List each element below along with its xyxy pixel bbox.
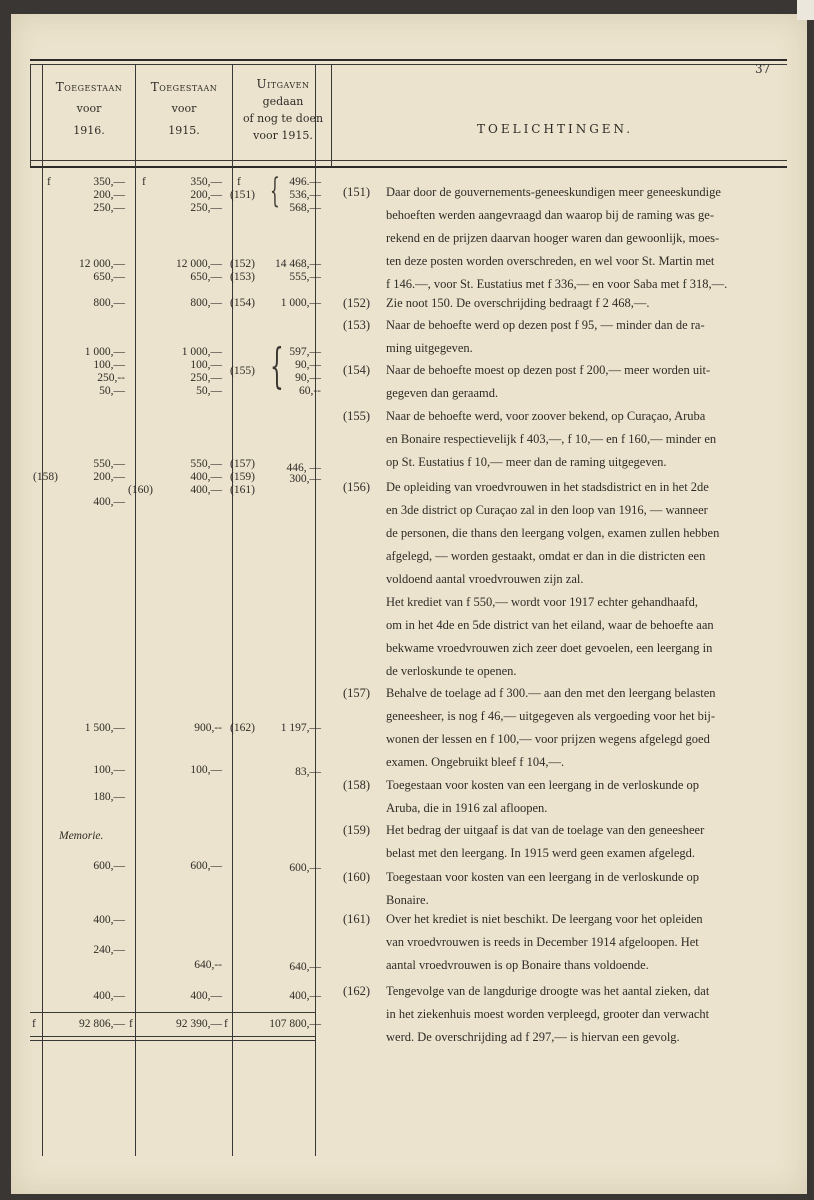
col1-value: 400,— xyxy=(93,914,125,926)
header-col3-line1: Uitgaven xyxy=(256,77,310,91)
header-col3-line4: voor 1915. xyxy=(253,129,313,142)
col1-value: 550,— xyxy=(93,458,125,470)
note-line: van vroedvrouwen is reeds in December 1914 afgeloopen. Het xyxy=(386,935,699,949)
note-line: voldoend aantal vroedvrouwen zijn zal. xyxy=(386,572,584,586)
col2-value: 250,— xyxy=(190,202,222,214)
col-border-left xyxy=(30,64,31,167)
col1-value: 400,— xyxy=(93,496,125,508)
col3-value: 300,— xyxy=(289,473,321,485)
col2-currency: f xyxy=(142,176,146,188)
brace-155: { xyxy=(270,338,284,394)
note-ref: (152) xyxy=(343,296,371,310)
note-line: de personen, die thans den leergang volgen, examen zullen hebben xyxy=(386,526,720,540)
note-ref: (157) xyxy=(343,686,371,700)
top-rule-thin xyxy=(30,64,787,65)
header-rule-thick xyxy=(30,166,787,168)
col2-value: 600,— xyxy=(190,860,222,872)
header-col-1916 xyxy=(43,76,135,142)
col1-value: 400,— xyxy=(93,990,125,1002)
note-line: Tengevolge van de langdurige droogte was het aantal zieken, dat xyxy=(386,984,710,998)
col1-ref-158: (158) xyxy=(33,471,58,483)
note-line: Het bedrag der uitgaaf is dat van de toelage van den geneesheer xyxy=(386,823,705,837)
note-line: de verloskunde te openen. xyxy=(386,664,517,678)
note-ref: (154) xyxy=(343,363,371,377)
col1-value: 100,— xyxy=(93,359,125,371)
col1-value: 600,— xyxy=(93,860,125,872)
header-col3-line3: of nog te doen xyxy=(242,112,324,125)
note-ref: (158) xyxy=(343,778,371,792)
note-ref: (159) xyxy=(343,823,371,837)
note-line: geneesheer, is nog f 46,— uitgegeven als vergoeding voor het bij- xyxy=(386,709,716,723)
col2-value: 200,— xyxy=(190,189,222,201)
note-ref: (151) xyxy=(343,185,371,199)
col1-value: 240,— xyxy=(93,944,125,956)
totals-rule-bottom-2 xyxy=(30,1040,315,1041)
note-ref: (162) xyxy=(343,984,371,998)
col3-value: 640,— xyxy=(289,961,321,973)
col1-value: 350,— xyxy=(93,176,125,188)
note-line: wonen der lessen en f 100,— voor prijzen wegens afgelegd goed xyxy=(386,732,710,746)
col3-ref-152: (152) xyxy=(230,258,255,270)
total-col3-currency: f xyxy=(224,1018,228,1030)
col1-value: 800,— xyxy=(93,297,125,309)
note-line: Naar de behoefte moest op dezen post f 200,— meer worden uit- xyxy=(386,363,711,377)
col1-value: 200,— xyxy=(93,471,125,483)
note-line: Over het krediet is niet beschikt. De leergang voor het opleiden xyxy=(386,912,703,926)
col1-value: 250,-- xyxy=(97,372,125,384)
note-line: f 146.—, voor St. Eustatius met f 336,— en voor Saba met f 318,—. xyxy=(386,277,728,291)
col2-ref-160: (160) xyxy=(128,484,153,496)
note-line: afgelegd, — worden gestaakt, omdat er dan in die districten een xyxy=(386,549,706,563)
note-line: ming uitgegeven. xyxy=(386,341,473,355)
col2-value: 1 000,— xyxy=(181,346,222,358)
col3-value: 1 000,— xyxy=(280,297,321,309)
col3-value: 400,— xyxy=(289,990,321,1002)
col3-value: 446, — xyxy=(286,462,321,474)
note-line: Zie noot 150. De overschrijding bedraagt f 2 468,—. xyxy=(386,296,650,310)
page-corner xyxy=(797,0,814,20)
header-col-uitgaven xyxy=(233,76,333,144)
note-line: Het krediet van f 550,— wordt voor 1917 echter gehandhaafd, xyxy=(386,595,699,609)
col1-value: 650,— xyxy=(93,271,125,283)
col3-value: 90,— xyxy=(295,359,321,371)
header-col2-line2: voor xyxy=(171,102,197,115)
col3-ref-159: (159) xyxy=(230,471,255,483)
col3-value: 568,— xyxy=(289,202,321,214)
note-line: en 3de district op Curaçao zal in den loop van 1916, — wanneer xyxy=(386,503,708,517)
col1-value: 12 000,— xyxy=(79,258,125,270)
col2-value: 50,— xyxy=(196,385,222,397)
note-line: behoeften werden aangevraagd dan waarop bij de raming was ge- xyxy=(386,208,714,222)
col3-ref-162: (162) xyxy=(230,722,255,734)
note-line: op St. Eustatius f 10,— meer dan de raming uitgegeven. xyxy=(386,455,667,469)
top-rule xyxy=(30,59,787,61)
col2-value: 900,-- xyxy=(194,722,222,734)
total-col2: 92 390,— xyxy=(176,1018,222,1030)
note-line: ten deze posten worden overschreden, en wel voor St. Martin met xyxy=(386,254,715,268)
col2-value: 550,— xyxy=(190,458,222,470)
note-line: om in het 4de en 5de district van het eiland, waar de behoefte aan xyxy=(386,618,714,632)
note-line: De opleiding van vroedvrouwen in het stadsdistrict en in het 2de xyxy=(386,480,709,494)
col1-value: 1 000,— xyxy=(84,346,125,358)
col2-value: 400,— xyxy=(190,990,222,1002)
col3-value: 14 468,— xyxy=(275,258,321,270)
note-line: werd. De overschrijding ad f 297,— is hiervan een gevolg. xyxy=(386,1030,680,1044)
col1-value: 50,— xyxy=(99,385,125,397)
col3-ref-155: (155) xyxy=(230,365,255,377)
note-line: examen. Ongebruikt bleef f 104,—. xyxy=(386,755,565,769)
note-line: rekend en de prijzen daarvan hooger waren dan gewoonlijk, moes- xyxy=(386,231,720,245)
col2-value: 350,— xyxy=(190,176,222,188)
col2-value: 650,— xyxy=(190,271,222,283)
header-col2-line3: 1915. xyxy=(168,124,200,137)
note-line: Bonaire. xyxy=(386,893,429,907)
total-col1: 92 806,— xyxy=(79,1018,125,1030)
col3-value: 536,— xyxy=(289,189,321,201)
col3-value: 90,— xyxy=(295,372,321,384)
totals-rule-bottom xyxy=(30,1036,315,1037)
col1-value: 1 500,— xyxy=(84,722,125,734)
document-page xyxy=(11,14,807,1194)
note-line: in het ziekenhuis moest worden verpleegd, grooter dan verwacht xyxy=(386,1007,710,1021)
col3-value: 60,-- xyxy=(298,385,321,397)
col3-ref-153: (153) xyxy=(230,271,255,283)
col3-value: 555,— xyxy=(289,271,321,283)
total-col1-currency: f xyxy=(32,1018,36,1030)
col1-value: 180,— xyxy=(93,791,125,803)
col3-value: 600,— xyxy=(289,862,321,874)
note-line: aantal vroedvrouwen is op Bonaire thans voldoende. xyxy=(386,958,649,972)
note-line: Toegestaan voor kosten van een leergang in de verloskunde op xyxy=(386,778,700,792)
brace-151: { xyxy=(270,171,280,211)
col3-value: 597,— xyxy=(289,346,321,358)
header-col1-line2: voor xyxy=(76,102,102,115)
header-col-1915 xyxy=(136,76,232,142)
col3-value: 83,— xyxy=(295,766,321,778)
note-ref: (161) xyxy=(343,912,371,926)
col1-value: 200,— xyxy=(93,189,125,201)
note-line: Aruba, die in 1916 zal afloopen. xyxy=(386,801,548,815)
note-line: gegeven dan geraamd. xyxy=(386,386,499,400)
col3-value: 1 197,— xyxy=(280,722,321,734)
note-ref: (155) xyxy=(343,409,371,423)
col1-value: 250,— xyxy=(93,202,125,214)
col1-value: 100,— xyxy=(93,764,125,776)
col2-value: 400,— xyxy=(190,471,222,483)
header-toelichtingen: TOELICHTINGEN. xyxy=(477,122,634,136)
col3-ref-161: (161) xyxy=(230,484,255,496)
note-line: belast met den leergang. In 1915 werd geen examen afgelegd. xyxy=(386,846,696,860)
col1-memorie: Memorie. xyxy=(59,830,104,842)
col2-value: 250,— xyxy=(190,372,222,384)
col3-ref-154: (154) xyxy=(230,297,255,309)
note-ref: (156) xyxy=(343,480,371,494)
note-line: Naar de behoefte werd, voor zoover bekend, op Curaçao, Aruba xyxy=(386,409,706,423)
header-col1-line1: Toegestaan xyxy=(55,80,123,94)
col3-value: 496.— xyxy=(289,176,321,188)
col2-value: 100,— xyxy=(190,359,222,371)
total-col3: 107 800,— xyxy=(269,1018,321,1030)
note-ref: (153) xyxy=(343,318,371,332)
header-col2-line1: Toegestaan xyxy=(150,80,218,94)
col3-ref-157: (157) xyxy=(230,458,255,470)
note-line: Daar door de gouvernements-geneeskundigen meer geneeskundige xyxy=(386,185,721,199)
col1-currency: f xyxy=(47,176,51,188)
total-col2-currency: f xyxy=(129,1018,133,1030)
note-ref: (160) xyxy=(343,870,371,884)
col2-value: 100,— xyxy=(190,764,222,776)
col2-value: 400,— xyxy=(190,484,222,496)
note-line: Naar de behoefte werd op dezen post f 95, — minder dan de ra- xyxy=(386,318,705,332)
col2-value: 12 000,— xyxy=(176,258,222,270)
header-col3-line2: gedaan xyxy=(262,95,304,108)
col2-value: 800,— xyxy=(190,297,222,309)
page-number: 37 xyxy=(755,62,771,76)
note-line: bekwame vroedvrouwen zich zeer doet gevoelen, een leergang in xyxy=(386,641,713,655)
col3-ref-151: (151) xyxy=(230,189,255,201)
totals-rule-top xyxy=(30,1012,315,1013)
note-line: en Bonaire respectievelijk f 403,—, f 10,— en f 160,— minder en xyxy=(386,432,717,446)
col3-currency: f xyxy=(237,176,241,188)
header-col1-line3: 1916. xyxy=(73,124,105,137)
col2-value: 640,-- xyxy=(194,959,222,971)
header-rule xyxy=(30,160,787,161)
note-line: Toegestaan voor kosten van een leergang in de verloskunde op xyxy=(386,870,700,884)
note-line: Behalve de toelage ad f 300.— aan den met den leergang belasten xyxy=(386,686,716,700)
